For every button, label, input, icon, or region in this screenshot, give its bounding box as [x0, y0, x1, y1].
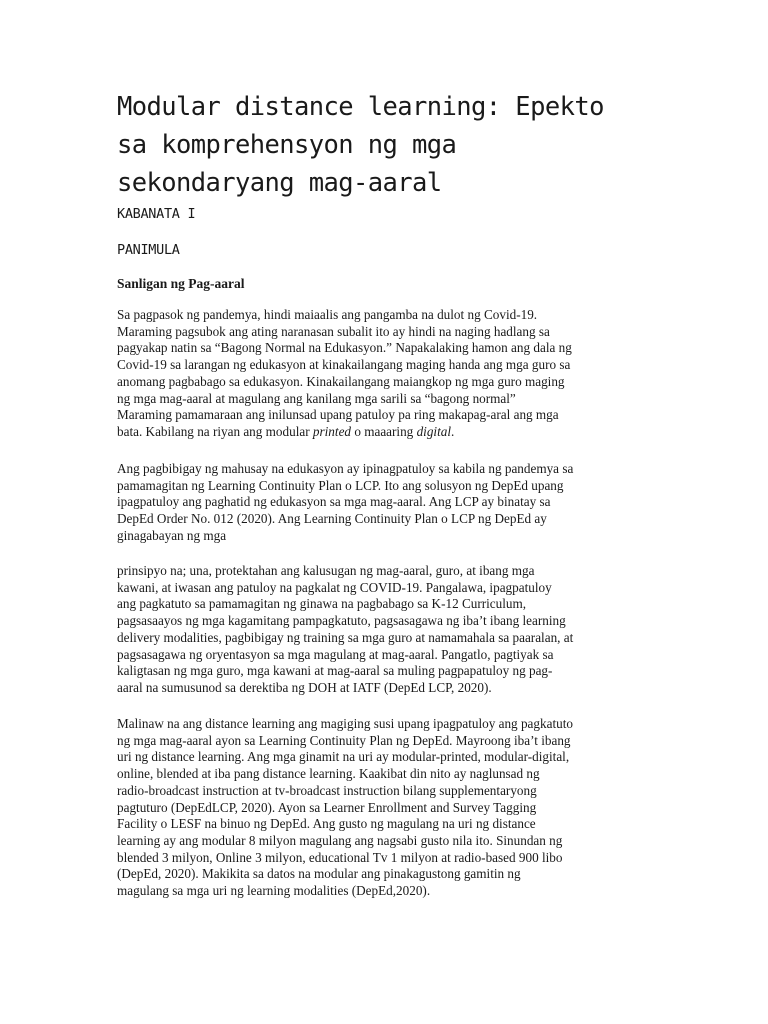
- document-title: [117, 88, 657, 202]
- italic-term-printed: printed: [312, 423, 352, 439]
- text-line: [117, 424, 637, 441]
- text-line: pagsasagawa ng oryentasyon sa mga magulang at mag-aaral. Pangatlo, pagtiyak sa: [117, 646, 554, 662]
- text-line: Sa pagpasok ng pandemya, hindi maiaalis ang pangamba na dulot ng Covid-19.: [117, 307, 538, 322]
- text-line: prinsipyo na; una, protektahan ang kalusugan ng mag-aaral, guro, at ibang mga: [117, 563, 535, 578]
- text-line: ipagpatuloy ang paghatid ng edukasyon sa mga mag-aaral. Ang LCP ay binatay sa: [117, 494, 551, 510]
- text-line: kawani, at iwasan ang patuloy na pagkalat ng COVID-19. Pangalawa, ipagpatuloy: [117, 579, 552, 595]
- text-line: uri ng distance learning. Ang mga ginamit na uri ay modular-printed, modular-digital,: [117, 749, 570, 765]
- title-line: Modular distance learning: Epekto: [117, 92, 604, 122]
- text-line: anomang pagbabago sa edukasyon. Kinakailangang maiangkop ng mga guro maging: [117, 373, 565, 389]
- text-line: online, blended at iba pang distance learning. Kaakibat din nito ay naglunsad ng: [117, 766, 540, 782]
- paragraph-1: [117, 307, 637, 441]
- chapter-heading: KABANATA I: [117, 206, 196, 222]
- text-segment: o maaaring: [351, 423, 417, 439]
- text-line: pagyakap natin sa “Bagong Normal na Edukasyon.” Napakalaking hamon ang dala ng: [117, 340, 572, 356]
- text-line: Covid-19 sa larangan ng edukasyon at kinakailangang maging handa ang mga guro sa: [117, 357, 571, 373]
- text-line: Maraming pamamaraan ang inilunsad upang patuloy pa ring makapag-aral ang mga: [117, 407, 559, 423]
- text-line: radio-broadcast instruction at tv-broadcast instruction bilang supplementaryong: [117, 782, 537, 798]
- title-line: sa komprehensyon ng mga: [117, 130, 457, 160]
- text-line: pamamagitan ng Learning Continuity Plan o LCP. Ito ang solusyon ng DepEd upang: [117, 477, 564, 493]
- text-line: ng mga mag-aaral at magulang ang kanilang mga sarili sa “bagong normal”: [117, 390, 516, 406]
- text-line: pagtuturo (DepEdLCP, 2020). Ayon sa Learner Enrollment and Survey Tagging: [117, 799, 537, 815]
- italic-term-digital: digital: [416, 423, 452, 439]
- title-line: sekondaryang mag-aaral: [117, 168, 442, 198]
- text-line: Facility o LESF na binuo ng DepEd. Ang gusto ng magulang na uri ng distance: [117, 816, 536, 832]
- paragraph-4: [117, 716, 637, 900]
- text-line: magulang sa mga uri ng learning modalities (DepEd,2020).: [117, 883, 431, 899]
- text-line: DepEd Order No. 012 (2020). Ang Learning Continuity Plan o LCP ng DepEd ay: [117, 511, 547, 527]
- text-line: kaligtasan ng mga guro, mga kawani at mag-aaral sa muling pagpapatuloy ng pag-: [117, 663, 553, 679]
- text-line: ng mga mag-aaral ayon sa Learning Continuity Plan ng DepEd. Mayroong iba’t ibang: [117, 732, 571, 748]
- text-line: learning ay ang modular 8 milyon magulang ang nagsabi gusto nila ito. Sinundan ng: [117, 832, 563, 848]
- text-line: Ang pagbibigay ng mahusay na edukasyon ay ipinagpatuloy sa kabila ng pandemya sa: [117, 461, 574, 476]
- text-line: blended 3 milyon, Online 3 milyon, educational Tv 1 milyon at radio-based 900 libo: [117, 849, 563, 865]
- text-line: ang pagkatuto sa pamamagitan ng ginawa na pagbabago sa K-12 Curriculum,: [117, 596, 527, 612]
- introduction-heading: PANIMULA: [117, 242, 180, 258]
- text-segment: .: [451, 423, 455, 439]
- paragraph-3: [117, 563, 637, 697]
- text-line: aaral na sumusunod sa derektiba ng DOH at IATF (DepEd LCP, 2020).: [117, 679, 492, 695]
- text-line: ginagabayan ng mga: [117, 527, 227, 543]
- text-line: pagsasaayos ng mga kagamitang pampagkatuto, pagsasagawa ng iba’t ibang learning: [117, 613, 566, 629]
- text-line: delivery modalities, pagbibigay ng training sa mga guro at namamahala sa paaralan, at: [117, 629, 574, 645]
- section-heading: Sanligan ng Pag-aaral: [117, 276, 245, 291]
- paragraph-2: [117, 461, 637, 545]
- text-line: Maraming pagsubok ang ating naranasan subalit ito ay hindi na naging hadlang sa: [117, 323, 550, 339]
- text-segment: bata. Kabilang na riyan ang modular: [117, 423, 313, 439]
- text-line: Malinaw na ang distance learning ang magiging susi upang ipagpatuloy ang pagkatuto: [117, 716, 573, 731]
- text-line: (DepEd, 2020). Makikita sa datos na modular ang pinakagustong gamitin ng: [117, 866, 521, 882]
